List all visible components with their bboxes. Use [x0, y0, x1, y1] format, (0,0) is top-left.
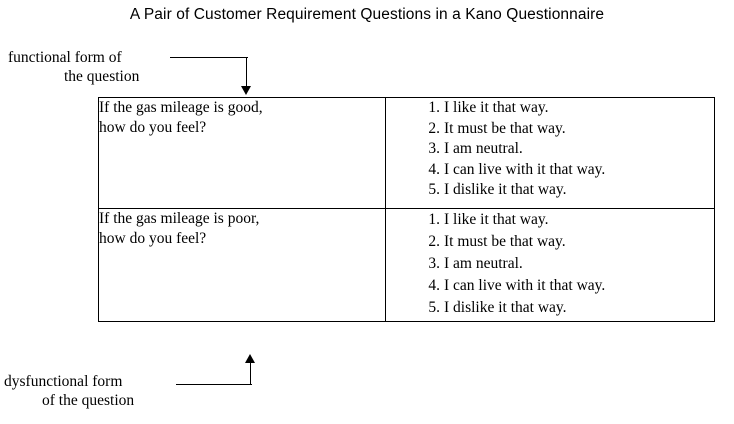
dysfunctional-form-label — [4, 372, 134, 411]
dysfunctional-question-cell — [99, 209, 386, 322]
dysfunctional-answers-cell — [386, 209, 715, 322]
functional-form-label-line2: the question — [64, 68, 140, 86]
table-row — [99, 209, 715, 322]
answer-label: It must be that way. — [444, 119, 566, 137]
answer-number: 1. — [428, 99, 440, 116]
answer-number: 5. — [428, 299, 440, 316]
functional-form-label — [8, 48, 139, 87]
leader-vertical-segment — [250, 362, 251, 385]
answer-label: I dislike it that way. — [444, 181, 567, 199]
leader-horizontal-segment — [170, 57, 248, 58]
answer-label: I can live with it that way. — [444, 277, 606, 294]
question-text — [99, 209, 385, 249]
functional-answers-cell — [386, 98, 715, 209]
dysfunctional-form-label-line2: of the question — [42, 392, 135, 410]
answer-number: 3. — [428, 255, 440, 272]
list-item — [386, 275, 714, 297]
list-item — [386, 297, 714, 319]
leader-vertical-segment — [246, 57, 247, 87]
table-row — [99, 98, 715, 209]
question-text-line1: If the gas mileage is poor, — [99, 210, 260, 227]
answer-number: 4. — [428, 160, 440, 178]
list-item — [386, 160, 714, 181]
list-item — [386, 139, 714, 160]
functional-form-leader-line — [170, 57, 250, 95]
answer-label: I like it that way. — [444, 211, 549, 228]
list-item — [386, 209, 714, 231]
answer-label: I can live with it that way. — [444, 160, 606, 178]
answer-label: I am neutral. — [444, 255, 523, 272]
figure-title: A Pair of Customer Requirement Questions in a Kano Questionnaire — [129, 6, 605, 23]
dysfunctional-form-leader-line — [176, 362, 254, 386]
answer-number: 3. — [428, 140, 440, 158]
question-text-line2: how do you feel? — [99, 118, 207, 136]
list-item — [386, 253, 714, 275]
answer-options-list — [386, 98, 714, 201]
question-pair-table — [98, 97, 715, 322]
arrow-down-icon — [241, 86, 251, 95]
list-item — [386, 231, 714, 253]
question-text-line2: how do you feel? — [99, 229, 207, 247]
functional-question-cell — [99, 98, 386, 209]
answer-number: 4. — [428, 277, 440, 294]
functional-form-label-line1: functional form of — [8, 49, 122, 66]
answer-label: It must be that way. — [444, 233, 566, 250]
leader-horizontal-segment — [176, 384, 252, 385]
answer-label: I like it that way. — [444, 99, 549, 116]
question-text-line1: If the gas mileage is good, — [99, 99, 263, 116]
arrow-up-icon — [245, 354, 255, 363]
answer-number: 5. — [428, 181, 440, 199]
answer-label: I am neutral. — [444, 140, 523, 158]
answer-number: 2. — [428, 233, 440, 250]
question-text — [99, 98, 385, 138]
list-item — [386, 119, 714, 140]
list-item — [386, 98, 714, 119]
list-item — [386, 180, 714, 201]
answer-number: 1. — [428, 211, 440, 228]
answer-options-list — [386, 209, 714, 319]
answer-label: I dislike it that way. — [444, 299, 567, 316]
dysfunctional-form-label-line1: dysfunctional form — [4, 373, 123, 390]
answer-number: 2. — [428, 119, 440, 137]
